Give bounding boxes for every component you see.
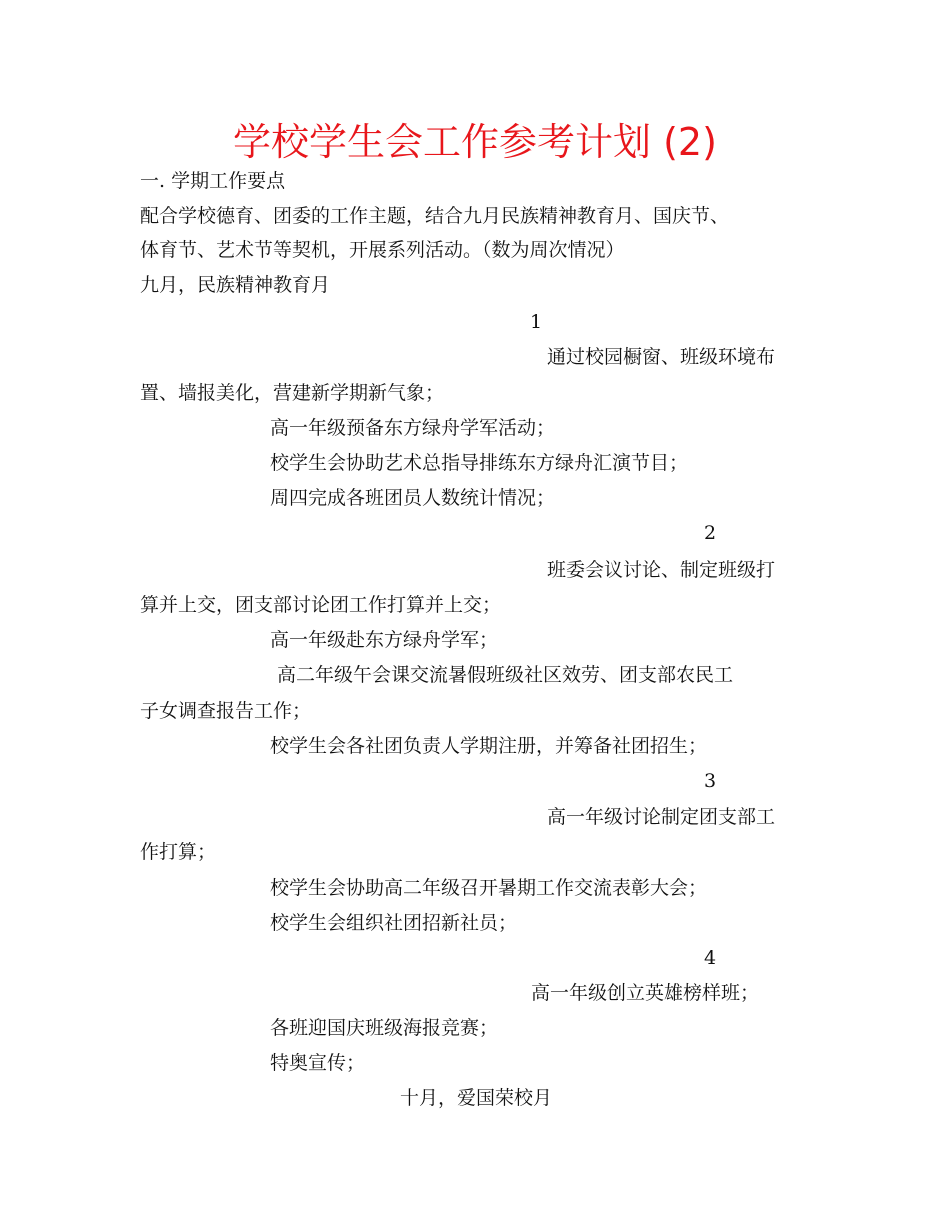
text-line: 置、墙报美化，营建新学期新气象；: [140, 382, 445, 404]
document-title: 学校学生会工作参考计划 (2): [233, 120, 717, 164]
text-line: 配合学校德育、团委的工作主题，结合九月民族精神教育月、国庆节、: [140, 205, 730, 227]
text-line: 校学生会协助高二年级召开暑期工作交流表彰大会；: [270, 877, 708, 899]
section-heading: 一. 学期工作要点: [140, 170, 286, 192]
month-heading: 十月，爱国荣校月: [400, 1087, 553, 1109]
text-line: 高二年级午会课交流暑假班级社区效劳、团支部农民工: [277, 664, 734, 686]
week-number: 4: [704, 947, 717, 969]
text-line: 高一年级赴东方绿舟学军；: [270, 629, 499, 651]
week-number: 1: [530, 311, 543, 333]
text-line: 高一年级创立英雄榜样班；: [531, 982, 760, 1004]
week-number: 2: [704, 522, 717, 544]
text-line: 特奥宣传；: [270, 1052, 366, 1074]
text-line: 各班迎国庆班级海报竞赛；: [270, 1017, 499, 1039]
text-line: 班委会议讨论、制定班级打: [547, 559, 776, 581]
text-line: 子女调查报告工作；: [140, 700, 312, 722]
text-line: 高一年级讨论制定团支部工: [547, 806, 776, 828]
week-number: 3: [704, 770, 717, 792]
text-line: 体育节、艺术节等契机，开展系列活动。（数为周次情况）: [140, 239, 625, 261]
text-line: 周四完成各班团员人数统计情况；: [270, 487, 556, 509]
text-line: 作打算；: [140, 841, 217, 863]
text-line: 校学生会协助艺术总指导排练东方绿舟汇演节目；: [270, 452, 689, 474]
text-line: 校学生会组织社团招新社员；: [270, 912, 518, 934]
text-line: 算并上交，团支部讨论团工作打算并上交；: [140, 594, 502, 616]
month-heading: 九月，民族精神教育月: [140, 274, 331, 296]
text-line: 高一年级预备东方绿舟学军活动；: [270, 417, 556, 439]
text-line: 校学生会各社团负责人学期注册，并筹备社团招生；: [270, 735, 708, 757]
text-line: 通过校园橱窗、班级环境布: [547, 346, 776, 368]
